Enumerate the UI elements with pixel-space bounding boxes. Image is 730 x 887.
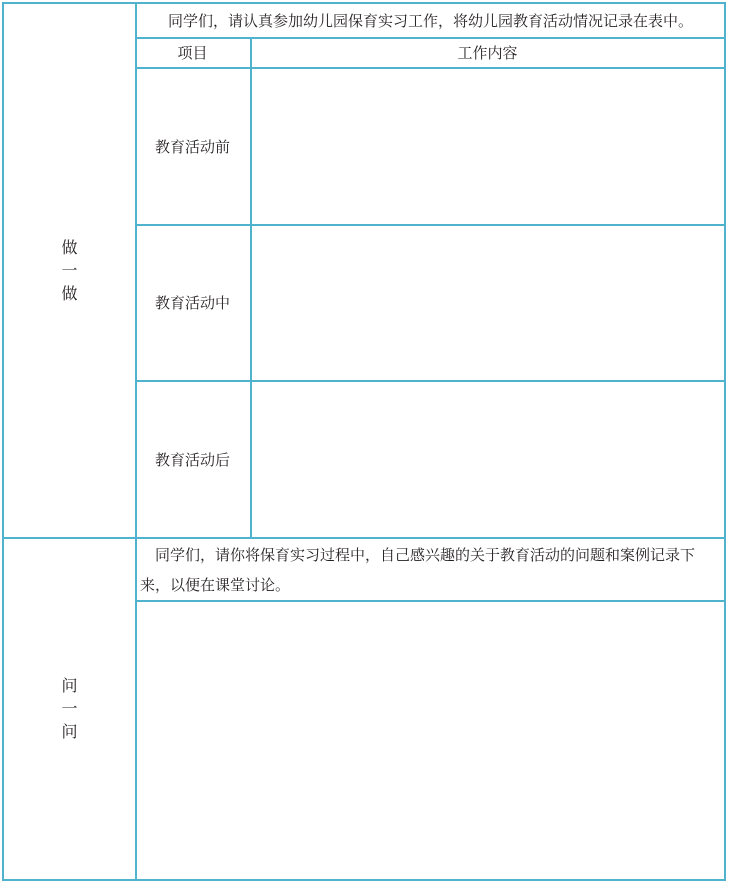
do-label-char-3: 做 [61, 284, 78, 303]
row-item-during: 教育活动中 [154, 294, 230, 312]
row-content-after[interactable] [252, 381, 724, 537]
row-item-after: 教育活动后 [154, 450, 230, 469]
ask-label-char-2: 一 [61, 699, 78, 718]
do-instruction: 同学们，请认真参加幼儿园保育实习工作，将幼儿园教育活动情况记录在表中。 [168, 12, 694, 30]
row-content-before[interactable] [252, 68, 724, 224]
header-item: 项目 [177, 43, 208, 62]
do-section-label [4, 4, 135, 537]
ask-answer-area[interactable] [137, 602, 724, 879]
row-item-before: 教育活动前 [154, 137, 230, 156]
ask-section-label [4, 538, 135, 879]
ask-label-char-1: 问 [61, 676, 78, 695]
do-label-char-1: 做 [61, 238, 78, 257]
ask-instruction: 同学们，请你将保育实习过程中，自己感兴趣的关于教育活动的问题和案例记录下来，以便在课堂讨论。 [140, 546, 696, 594]
worksheet-table [2, 2, 726, 881]
ask-label-char-3: 问 [61, 722, 78, 741]
row-content-during[interactable] [252, 225, 724, 380]
header-content: 工作内容 [457, 43, 518, 62]
do-label-char-2: 一 [61, 261, 78, 280]
